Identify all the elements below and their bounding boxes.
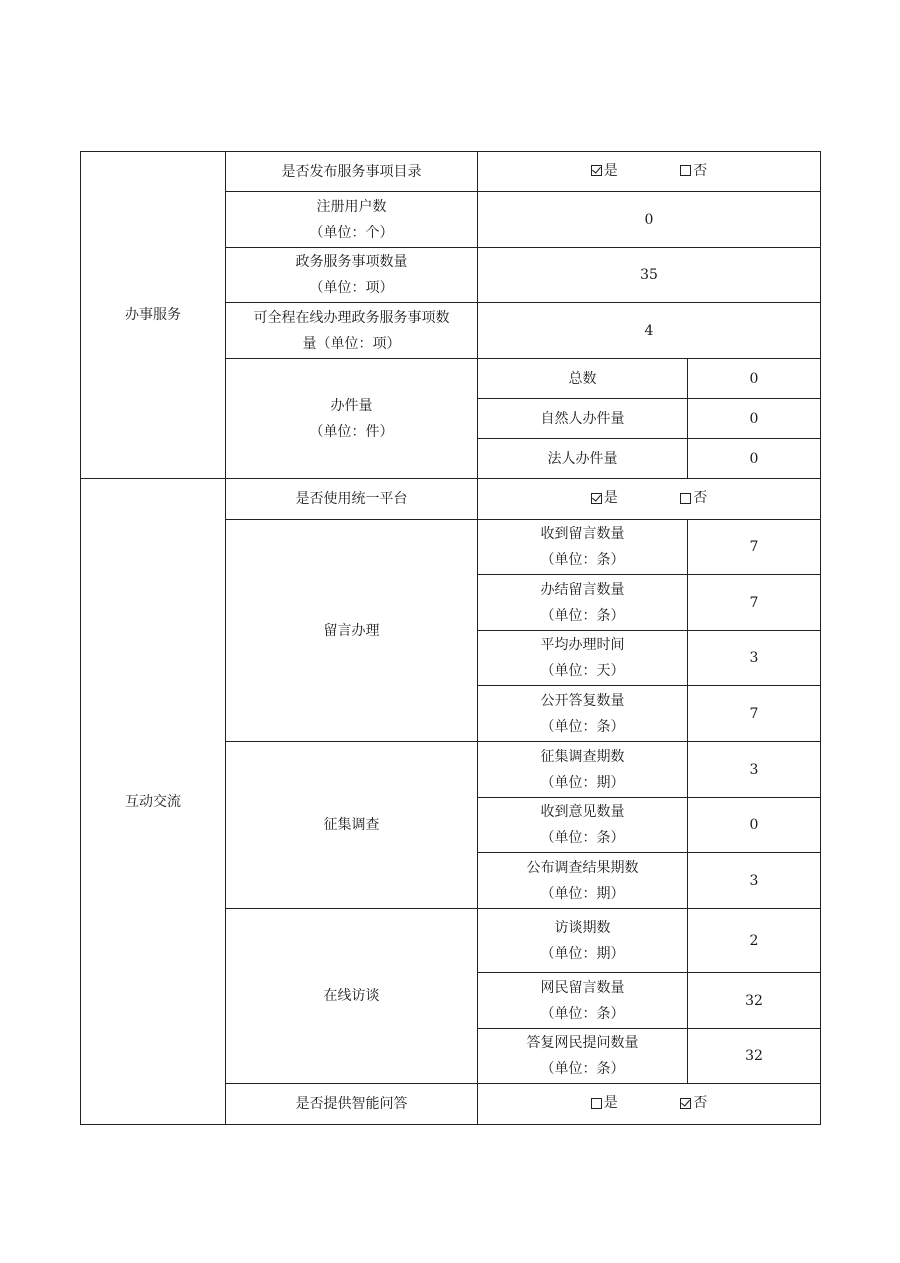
interview-replies-label: 答复网民提问数量 （单位：条） <box>478 1029 688 1084</box>
smart-qa-no-option[interactable]: 否 <box>680 1090 707 1116</box>
statistics-table <box>80 151 821 1125</box>
interview-messages-label: 网民留言数量 （单位：条） <box>478 973 688 1029</box>
interview-periods-value: 2 <box>688 909 821 973</box>
handled-label: 办件量 （单位：件） <box>226 359 478 479</box>
smart-qa-label: 是否提供智能问答 <box>226 1084 478 1125</box>
registered-users-label: 注册用户数 （单位：个） <box>226 192 478 248</box>
registered-users-value: 0 <box>478 192 821 248</box>
messages-avg-time-label: 平均办理时间 （单位：天） <box>478 631 688 686</box>
survey-periods-value: 3 <box>688 742 821 798</box>
table-row <box>81 152 821 192</box>
messages-received-value: 7 <box>688 520 821 575</box>
interview-periods-label: 访谈期数 （单位：期） <box>478 909 688 973</box>
unchecked-box-icon <box>591 1098 602 1109</box>
handled-legal-label: 法人办件量 <box>478 439 688 479</box>
survey-results-label: 公布调查结果期数 （单位：期） <box>478 853 688 909</box>
catalog-label: 是否发布服务事项目录 <box>226 152 478 192</box>
checked-box-icon <box>591 165 602 176</box>
unchecked-box-icon <box>680 165 691 176</box>
survey-opinions-value: 0 <box>688 798 821 853</box>
handled-total-value: 0 <box>688 359 821 399</box>
interview-label: 在线访谈 <box>226 909 478 1084</box>
survey-results-value: 3 <box>688 853 821 909</box>
section-service: 办事服务 <box>81 152 226 479</box>
catalog-choice <box>478 152 821 192</box>
interview-messages-value: 32 <box>688 973 821 1029</box>
service-items-label: 政务服务事项数量 （单位：项） <box>226 248 478 303</box>
interview-replies-value: 32 <box>688 1029 821 1084</box>
survey-opinions-label: 收到意见数量 （单位：条） <box>478 798 688 853</box>
smart-qa-choice <box>478 1084 821 1125</box>
online-items-label: 可全程在线办理政务服务事项数 量（单位：项） <box>226 303 478 359</box>
platform-choice <box>478 479 821 520</box>
messages-closed-label: 办结留言数量 （单位：条） <box>478 575 688 631</box>
table-row <box>81 479 821 520</box>
platform-no-option[interactable]: 否 <box>680 485 707 511</box>
messages-public-value: 7 <box>688 686 821 742</box>
online-items-value: 4 <box>478 303 821 359</box>
handled-total-label: 总数 <box>478 359 688 399</box>
handled-person-label: 自然人办件量 <box>478 399 688 439</box>
catalog-yes-option[interactable]: 是 <box>591 158 618 184</box>
checked-box-icon <box>680 1098 691 1109</box>
checked-box-icon <box>591 493 602 504</box>
handled-legal-value: 0 <box>688 439 821 479</box>
messages-label: 留言办理 <box>226 520 478 742</box>
messages-public-label: 公开答复数量 （单位：条） <box>478 686 688 742</box>
messages-avg-time-value: 3 <box>688 631 821 686</box>
messages-received-label: 收到留言数量 （单位：条） <box>478 520 688 575</box>
platform-yes-option[interactable]: 是 <box>591 485 618 511</box>
service-items-value: 35 <box>478 248 821 303</box>
platform-label: 是否使用统一平台 <box>226 479 478 520</box>
survey-periods-label: 征集调查期数 （单位：期） <box>478 742 688 798</box>
unchecked-box-icon <box>680 493 691 504</box>
section-interaction: 互动交流 <box>81 479 226 1125</box>
survey-label: 征集调查 <box>226 742 478 909</box>
messages-closed-value: 7 <box>688 575 821 631</box>
handled-person-value: 0 <box>688 399 821 439</box>
smart-qa-yes-option[interactable]: 是 <box>591 1090 618 1116</box>
catalog-no-option[interactable]: 否 <box>680 158 707 184</box>
